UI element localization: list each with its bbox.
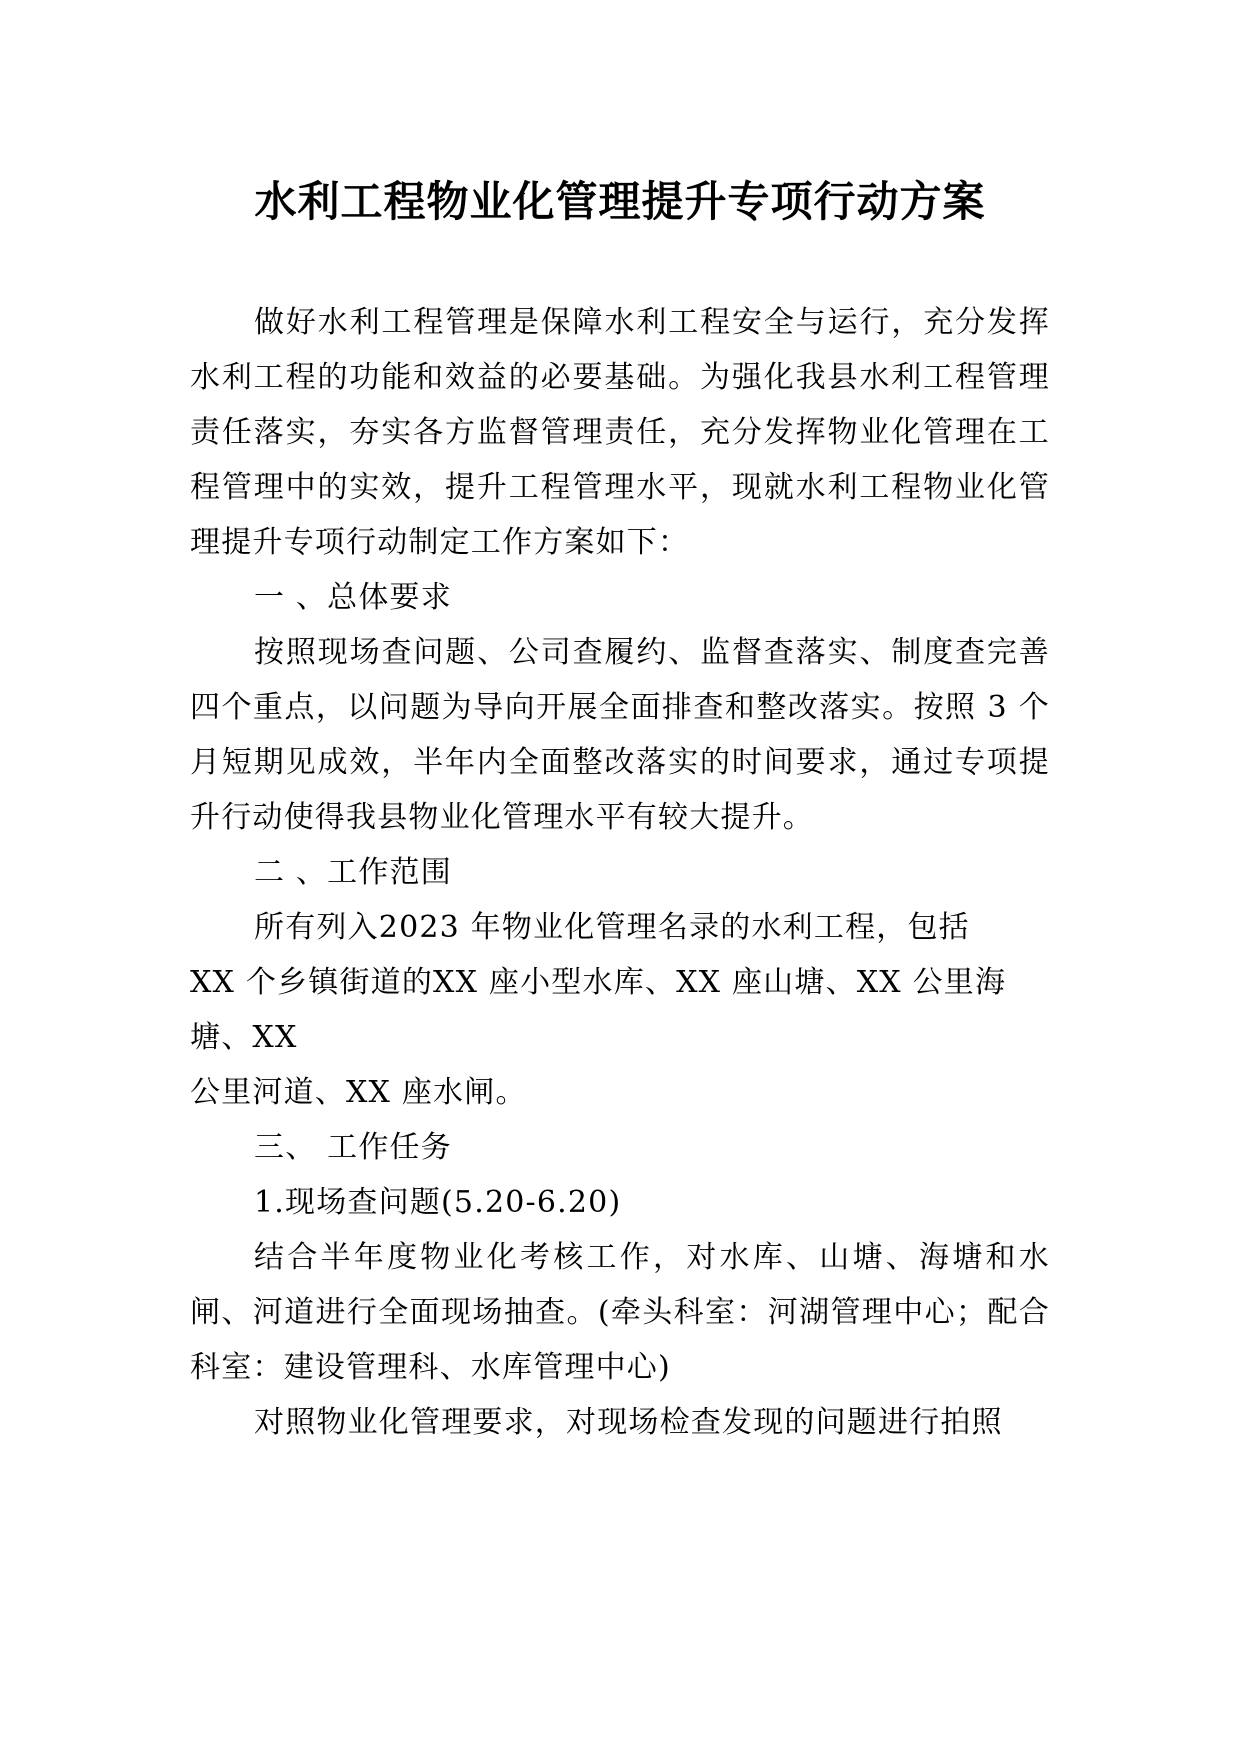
section-heading-work-scope: 二 、工作范围 [254,855,452,890]
task-1-heading: 1.现场查问题(5.20-6.20) [254,1185,622,1220]
task-1-paragraph: 结合半年度物业化考核工作，对水库、山塘、海塘和水闸、河道进行全面现场抽查。(牵头科室：河湖管理中心；配合科室：建设管理科、水库管理中心) [190,1240,1050,1385]
task-1-continuation: 对照物业化管理要求，对现场检查发现的问题进行拍照 [254,1405,1003,1440]
document-title: 水利工程物业化管理提升专项行动方案 [254,177,986,226]
work-scope-line-2: XX 个乡镇街道的XX 座小型水库、XX 座山塘、XX 公里海 [190,965,1007,1000]
section-heading-general-requirements: 一 、总体要求 [254,580,452,615]
intro-paragraph: 做好水利工程管理是保障水利工程安全与运行，充分发挥水利工程的功能和效益的必要基础。为强化我县水利工程管理责任落实，夯实各方监督管理责任，充分发挥物业化管理在工程管理中的实效，提升工程管理水平，现就水利工程物业化管理提升专项行动制定工作方案如下： [190,305,1050,560]
section-heading-work-tasks: 三、 工作任务 [254,1130,452,1165]
work-scope-line-3: 塘、XX [190,1020,298,1055]
document-body [190,295,1050,1450]
work-scope-line-4: 公里河道、XX 座水闸。 [190,1075,527,1110]
general-requirements-paragraph: 按照现场查问题、公司查履约、监督查落实、制度查完善四个重点，以问题为导向开展全面排查和整改落实。按照 3 个月短期见成效，半年内全面整改落实的时间要求，通过专项提升行动使得我县物业化管理水平有较大提升。 [190,635,1050,835]
work-scope-line-1: 所有列入2023 年物业化管理名录的水利工程，包括 [254,910,970,945]
